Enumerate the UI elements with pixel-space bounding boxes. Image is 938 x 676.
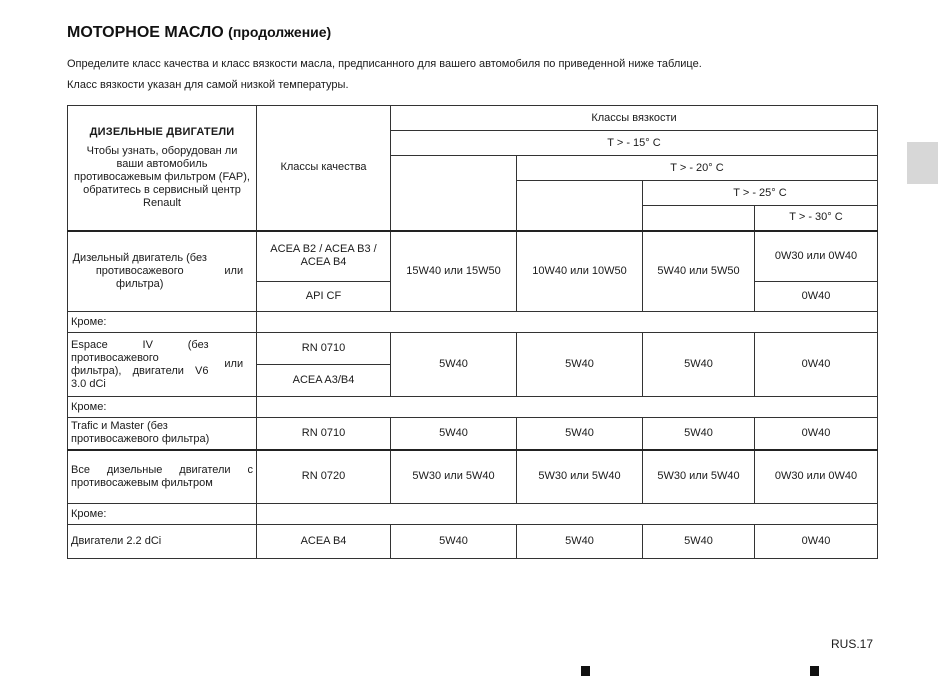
- viscosity-30-b: 0W40: [755, 282, 878, 312]
- side-tab-marker: [907, 142, 938, 184]
- quality-acea-b4: ACEA B4: [257, 525, 391, 559]
- engine-trafic-master: Trafic и Master (без противосажевого фильтра): [68, 418, 257, 450]
- quality-rn0720: RN 0720: [257, 450, 391, 504]
- except-empty: [257, 504, 878, 525]
- quality-classes-header: Классы качества: [257, 106, 391, 231]
- viscosity-20: 10W40 или 10W50: [517, 231, 643, 312]
- viscosity-20: 5W40: [517, 333, 643, 397]
- viscosity-15: 15W40 или 15W50: [391, 231, 517, 312]
- page-title-sub: (продолжение): [228, 24, 332, 40]
- viscosity-15: 5W40: [391, 525, 517, 559]
- engine-diesel-nofap: Дизельный двигатель (без противосажевого фильтра): [68, 231, 212, 312]
- temp-25-spacer: [643, 206, 755, 231]
- temp-30-header: T > - 30° C: [755, 206, 878, 231]
- page-title: МОТОРНОЕ МАСЛО (продолжение): [67, 24, 332, 41]
- except-label: Кроме:: [68, 397, 257, 418]
- except-label: Кроме:: [68, 504, 257, 525]
- temp-15-spacer: [391, 156, 517, 231]
- crop-mark: [581, 666, 590, 676]
- viscosity-30: 0W40: [755, 525, 878, 559]
- temp-20-header: T > - 20° C: [517, 156, 878, 181]
- except-empty: [257, 397, 878, 418]
- table-row: [68, 450, 878, 504]
- except-label: Кроме:: [68, 312, 257, 333]
- quality-rn0710: RN 0710: [257, 333, 391, 365]
- except-empty: [257, 312, 878, 333]
- table-row: [68, 504, 878, 525]
- table-row: [68, 525, 878, 559]
- temp-15-header: T > - 15° C: [391, 131, 878, 156]
- viscosity-15: 5W30 или 5W40: [391, 450, 517, 504]
- viscosity-15: 5W40: [391, 333, 517, 397]
- viscosity-30: 0W30 или 0W40: [755, 450, 878, 504]
- viscosity-30-a: 0W30 или 0W40: [755, 231, 878, 282]
- temp-20-spacer: [517, 181, 643, 231]
- viscosity-25: 5W40: [643, 418, 755, 450]
- table-row: [68, 231, 878, 282]
- table-row: [68, 312, 878, 333]
- viscosity-25: 5W40 или 5W50: [643, 231, 755, 312]
- page-number: RUS.17: [831, 637, 874, 651]
- intro-text: Определите класс качества и класс вязкости масла, предписанного для вашего автомобиля по приведенной ниже таблице.: [67, 58, 702, 70]
- quality-acea-a3b4: ACEA A3/B4: [257, 365, 391, 397]
- viscosity-30: 0W40: [755, 333, 878, 397]
- oil-table: [67, 105, 878, 559]
- engine-espace: Espace IV (без противосажевого фильтра), двигатели V6 3.0 dCi: [68, 333, 212, 397]
- quality-rn0710: RN 0710: [257, 418, 391, 450]
- viscosity-30: 0W40: [755, 418, 878, 450]
- engine-22-dci: Двигатели 2.2 dCi: [68, 525, 257, 559]
- viscosity-15: 5W40: [391, 418, 517, 450]
- engine-all-fap: Все дизельные двигатели с противосажевым фильтром: [68, 450, 257, 504]
- engines-header-cell: [68, 106, 257, 231]
- intro-text-note: Класс вязкости указан для самой низкой температуры.: [67, 79, 349, 91]
- temp-25-header: T > - 25° C: [643, 181, 878, 206]
- crop-mark: [810, 666, 819, 676]
- viscosity-25: 5W40: [643, 525, 755, 559]
- viscosity-classes-header: Классы вязкости: [391, 106, 878, 131]
- viscosity-20: 5W40: [517, 525, 643, 559]
- viscosity-25: 5W40: [643, 333, 755, 397]
- engines-header-desc: Чтобы узнать, оборудован ли ваши автомобиль противосажевым фильтром (FAP), обратитесь в сервисный центр Renault: [74, 144, 250, 209]
- table-row: [68, 333, 878, 365]
- table-row: [68, 397, 878, 418]
- quality-api-cf: API CF: [257, 282, 391, 312]
- quality-acea-b2-b3-b4: ACEA B2 / ACEA B3 / ACEA B4: [257, 231, 391, 282]
- or-label: или: [212, 231, 257, 312]
- viscosity-20: 5W30 или 5W40: [517, 450, 643, 504]
- viscosity-20: 5W40: [517, 418, 643, 450]
- or-label: или: [212, 333, 257, 397]
- engines-header-title: ДИЗЕЛЬНЫЕ ДВИГАТЕЛИ: [89, 125, 235, 138]
- table-row: [68, 418, 878, 450]
- viscosity-25: 5W30 или 5W40: [643, 450, 755, 504]
